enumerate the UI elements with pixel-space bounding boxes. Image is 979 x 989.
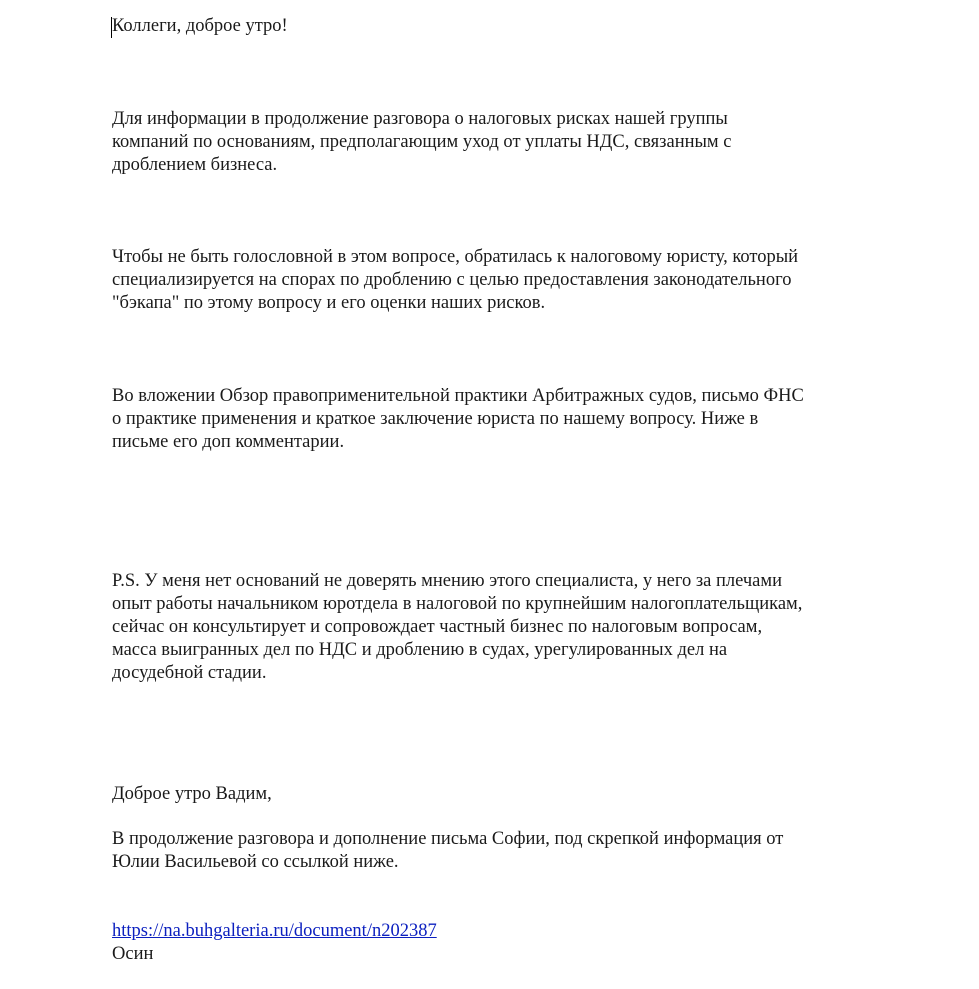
reply-greeting: Доброе утро Вадим, [112,784,272,804]
reply-body: В продолжение разговора и дополнение письма Софии, под скрепкой информация от Юлии Васильевой со ссылкой ниже. [112,829,784,872]
paragraph-attachments: Во вложении Обзор правоприменительной практики Арбитражных судов, письмо ФНС о практике применения и краткое заключение юриста по нашему вопросу. Ниже в письме его доп комментарии. [112,386,804,452]
signature: Осин [112,944,154,964]
document-link[interactable]: https://na.buhgalteria.ru/document/n202387 [112,921,437,941]
link-paragraph [112,897,872,943]
postscript: P.S. У меня нет оснований не доверять мнению этого специалиста, у него за плечами опыт работы начальником юротдела в налоговой по крупнейшим налогоплательщикам, сейчас он консультирует и сопровождает частный бизнес по налоговым вопросам, масса выигранных дел по НДС и дроблению в судах, урегулированных дел на досудебной стадии. [112,571,803,683]
greeting: Коллеги, доброе утро! [112,16,288,36]
paragraph-tax-risks: Для информации в продолжение разговора о налоговых рисках нашей группы компаний по основаниям, предполагающим уход от уплаты НДС, связанным с дроблением бизнеса. [112,109,732,175]
paragraph-tax-lawyer: Чтобы не быть голословной в этом вопросе, обратилась к налоговому юристу, который специализируется на спорах по дроблению с целью предоставления законодательного "бэкапа" по этому вопросу и его оценки наших рисков. [112,247,799,313]
